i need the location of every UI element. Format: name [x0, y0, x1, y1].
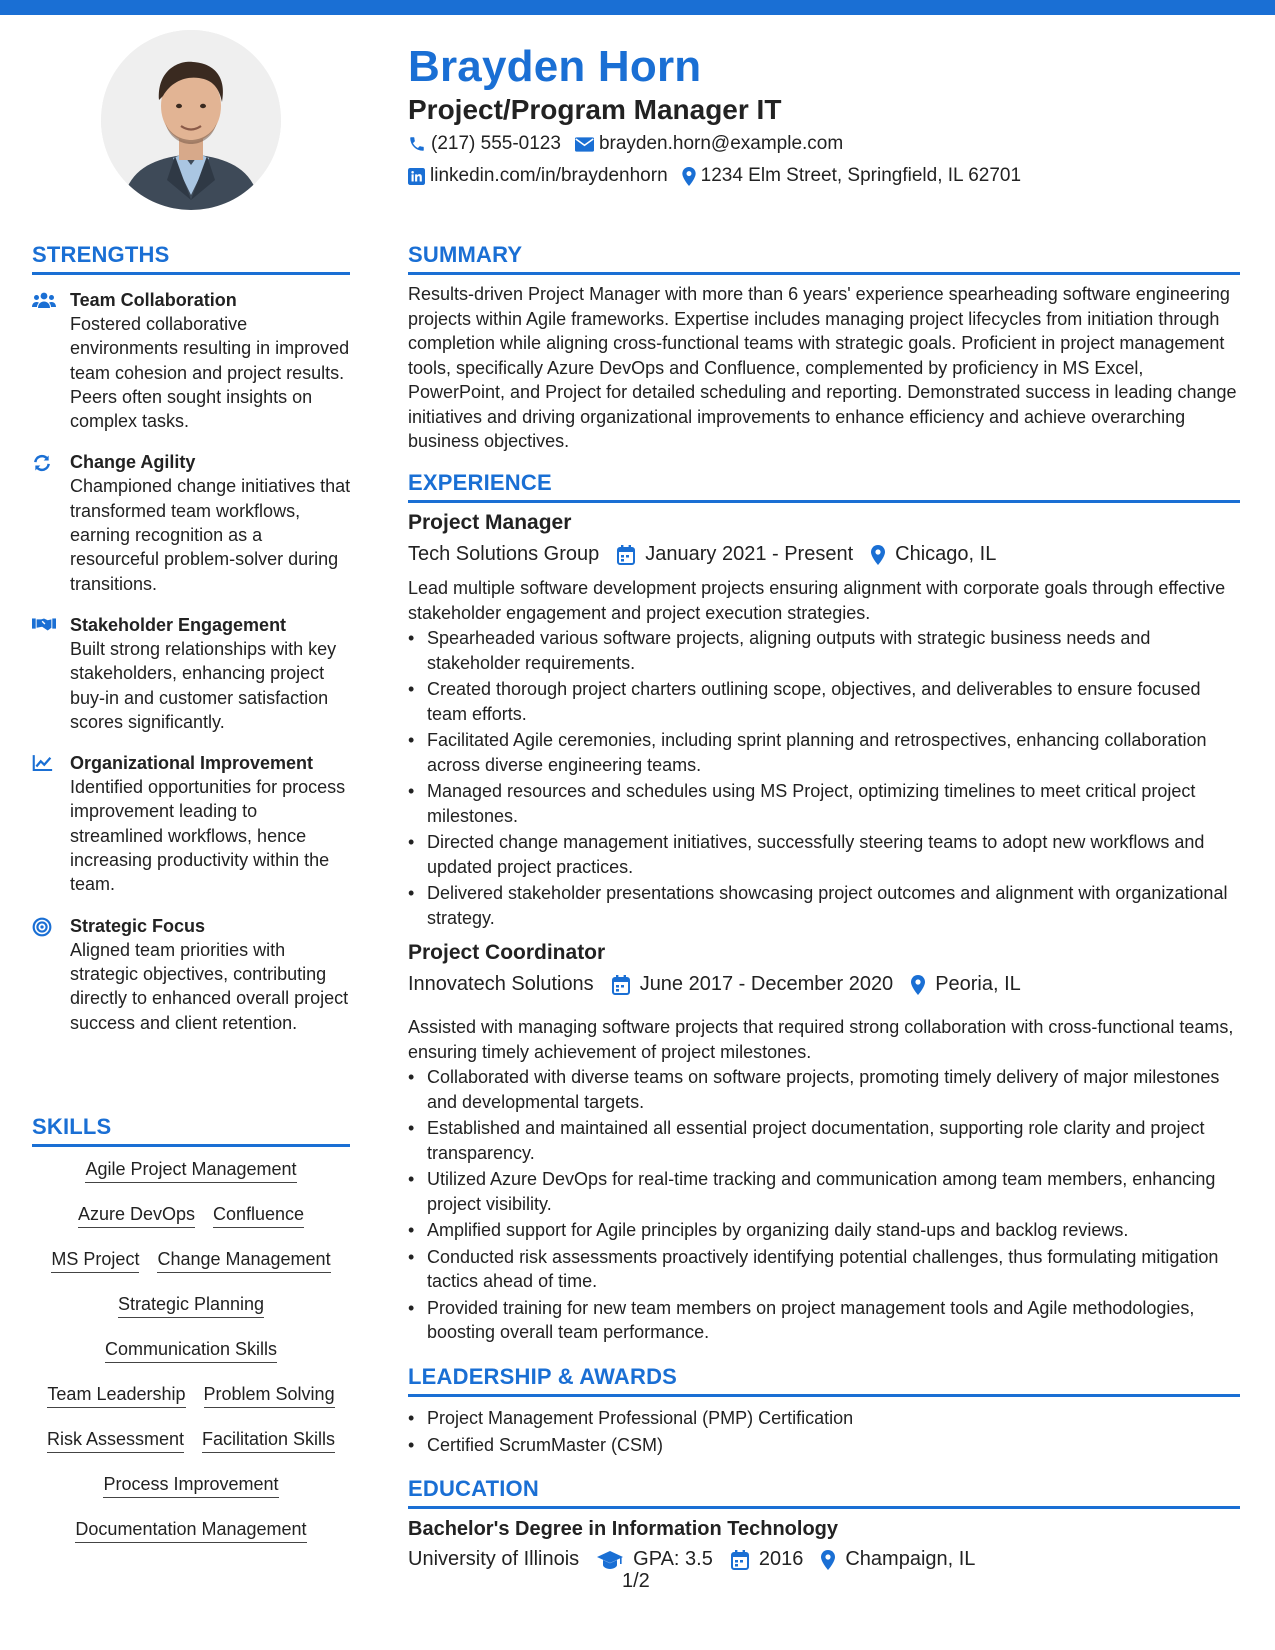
strength-desc: Built strong relationships with key stakeholders, enhancing project buy-in and customer satisfaction scores significantly.	[70, 638, 337, 732]
bullet-item: • Utilized Azure DevOps for real-time tracking and communication among team members, enhancing project visibility.	[408, 1167, 1240, 1216]
map-pin-icon	[871, 545, 885, 565]
strengths-list	[32, 288, 352, 1052]
strength-desc: Championed change initiatives that transformed team workflows, earning recognition as a resourceful problem-solver during transitions.	[70, 476, 351, 594]
candidate-name: Brayden Horn	[408, 42, 702, 91]
linkedin-contact	[408, 165, 668, 187]
phone-text[interactable]: (217) 555-0123	[431, 133, 561, 154]
users-icon	[32, 291, 56, 309]
graduation-year: 2016	[758, 1548, 804, 1570]
job-dates: June 2017 - December 2020	[639, 973, 894, 995]
company-name: Innovatech Solutions	[408, 973, 594, 995]
job-title: Project/Program Manager IT	[408, 94, 782, 125]
skill-tag: Documentation Management	[75, 1518, 306, 1543]
degree-title: Bachelor's Degree in Information Technology	[408, 1518, 839, 1540]
skill-tag: Team Leadership	[47, 1383, 185, 1408]
job-bullets	[408, 1065, 1240, 1347]
award-item: • Certified ScrumMaster (CSM)	[408, 1433, 1240, 1458]
strengths-heading: STRENGTHS	[32, 242, 350, 275]
profile-photo	[101, 30, 281, 210]
skill-tag: Agile Project Management	[85, 1158, 296, 1183]
address-text: 1234 Elm Street, Springfield, IL 62701	[700, 165, 1022, 186]
linkedin-text[interactable]: linkedin.com/in/braydenhorn	[430, 165, 668, 186]
strength-item	[32, 613, 352, 734]
skills-heading: SKILLS	[32, 1114, 350, 1147]
school-location: Champaign, IL	[845, 1548, 976, 1570]
bullet-item: • Collaborated with diverse teams on software projects, promoting timely delivery of major milestones and developmental targets.	[408, 1065, 1240, 1114]
strength-title: Team Collaboration	[70, 290, 237, 310]
bullet-item: • Spearheaded various software projects, aligning outputs with strategic business needs and stakeholder requirements.	[408, 626, 1240, 675]
sync-icon	[32, 453, 52, 473]
bullet-item: • Conducted risk assessments proactively identifying potential challenges, thus formulating mitigation tactics ahead of time.	[408, 1245, 1240, 1294]
job-intro: Assisted with managing software projects that required strong collaboration with cross-functional teams, ensuring timely achievement of project milestones.	[408, 1017, 1234, 1062]
handshake-icon	[32, 616, 56, 632]
strength-item	[32, 751, 352, 896]
awards-heading: LEADERSHIP & AWARDS	[408, 1364, 1240, 1397]
skill-tag: Azure DevOps	[78, 1203, 195, 1228]
skill-tag: Problem Solving	[204, 1383, 335, 1408]
awards-list	[408, 1406, 1240, 1459]
skills-list	[32, 1158, 350, 1563]
skill-tag: Change Management	[157, 1248, 330, 1273]
calendar-icon	[617, 545, 635, 565]
contact-row-2	[408, 165, 1035, 187]
gpa-text: GPA: 3.5	[633, 1548, 713, 1570]
experience-heading: EXPERIENCE	[408, 470, 1240, 503]
summary-text: Results-driven Project Manager with more than 6 years' experience spearheading software engineering projects within Agile frameworks. Expertise includes managing project lifecycles from initiation through completion while aligning cross-functional teams with strategic goals. Proficient in project management tools, specifically Azure DevOps and Confluence, complemented by proficiency in MS Excel, PowerPoint, and Project for detailed scheduling and reporting. Demonstrated success in leading change initiatives and driving organizational improvements to enhance efficiency and achieve overarching business objectives.	[408, 284, 1237, 451]
company-name: Tech Solutions Group	[408, 543, 600, 565]
email-text[interactable]: brayden.horn@example.com	[598, 133, 844, 154]
skill-tag: Strategic Planning	[118, 1293, 264, 1318]
strength-desc: Aligned team priorities with strategic objectives, contributing directly to enhanced overall project success and client retention.	[70, 939, 349, 1033]
skill-tag: Confluence	[213, 1203, 304, 1228]
summary-heading: SUMMARY	[408, 242, 1240, 275]
job-title: Project Coordinator	[408, 941, 606, 964]
calendar-icon	[731, 1550, 749, 1570]
bullet-item: • Directed change management initiatives, successfully steering teams to adopt new workflows and updated project practices.	[408, 830, 1240, 879]
job-location: Peoria, IL	[935, 973, 1021, 995]
strength-item	[32, 288, 352, 433]
map-pin-icon	[821, 1550, 835, 1570]
calendar-icon	[612, 975, 630, 995]
job-location: Chicago, IL	[895, 543, 997, 565]
target-icon	[32, 917, 52, 937]
strength-title: Change Agility	[70, 452, 196, 473]
job-title: Project Manager	[408, 511, 572, 534]
award-item: • Project Management Professional (PMP) Certification	[408, 1406, 1240, 1431]
strength-item	[32, 450, 352, 595]
map-pin-icon	[911, 975, 925, 995]
skill-tag: Communication Skills	[105, 1338, 277, 1363]
chart-line-icon	[32, 754, 53, 772]
top-accent-bar	[0, 0, 1275, 15]
strength-title: Stakeholder Engagement	[70, 614, 287, 635]
strength-title: Organizational Improvement	[70, 753, 314, 774]
strength-desc: Identified opportunities for process improvement leading to streamlined workflows, hence increasing productivity within the team.	[70, 777, 346, 895]
skill-tag: MS Project	[51, 1248, 139, 1273]
skill-tag: Risk Assessment	[47, 1428, 184, 1453]
job-bullets	[408, 626, 1240, 932]
bullet-item: • Managed resources and schedules using MS Project, optimizing timelines to meet critical project milestones.	[408, 779, 1240, 828]
job-meta	[408, 973, 1039, 996]
bullet-item: • Created thorough project charters outlining scope, objectives, and deliverables to ensure focused team efforts.	[408, 677, 1240, 726]
job-meta	[408, 543, 1014, 566]
bullet-item: • Delivered stakeholder presentations showcasing project outcomes and alignment with organizational strategy.	[408, 881, 1240, 930]
strength-item	[32, 914, 352, 1035]
education-meta	[408, 1548, 993, 1571]
contact-row-1	[408, 133, 857, 155]
strength-desc: Fostered collaborative environments resulting in improved team cohesion and project results. Peers often sought insights on complex tasks.	[70, 314, 350, 432]
skill-tag: Process Improvement	[103, 1473, 278, 1498]
phone-contact	[408, 133, 561, 155]
graduation-cap-icon	[597, 1551, 623, 1569]
phone-icon	[408, 135, 426, 153]
bullet-item: • Provided training for new team members on project management tools and Agile methodologies, boosting overall team performance.	[408, 1296, 1240, 1345]
bullet-item: • Facilitated Agile ceremonies, including sprint planning and retrospectives, enhancing collaboration across diverse engineering teams.	[408, 728, 1240, 777]
skill-tag: Facilitation Skills	[202, 1428, 335, 1453]
strength-title: Strategic Focus	[70, 915, 206, 936]
school-name: University of Illinois	[408, 1548, 580, 1570]
linkedin-icon	[408, 168, 425, 185]
address-contact	[682, 165, 1021, 187]
page-number: 1/2	[622, 1570, 650, 1592]
email-contact	[575, 133, 843, 155]
envelope-icon	[575, 137, 594, 152]
education-heading: EDUCATION	[408, 1476, 1240, 1509]
job-intro: Lead multiple software development projects ensuring alignment with corporate goals through effective stakeholder engagement and project execution strategies.	[408, 578, 1226, 623]
map-pin-icon	[682, 167, 696, 186]
job-dates: January 2021 - Present	[645, 543, 854, 565]
bullet-item: • Established and maintained all essential project documentation, supporting role clarity and project transparency.	[408, 1116, 1240, 1165]
bullet-item: • Amplified support for Agile principles by organizing daily stand-ups and backlog reviews.	[408, 1218, 1240, 1243]
